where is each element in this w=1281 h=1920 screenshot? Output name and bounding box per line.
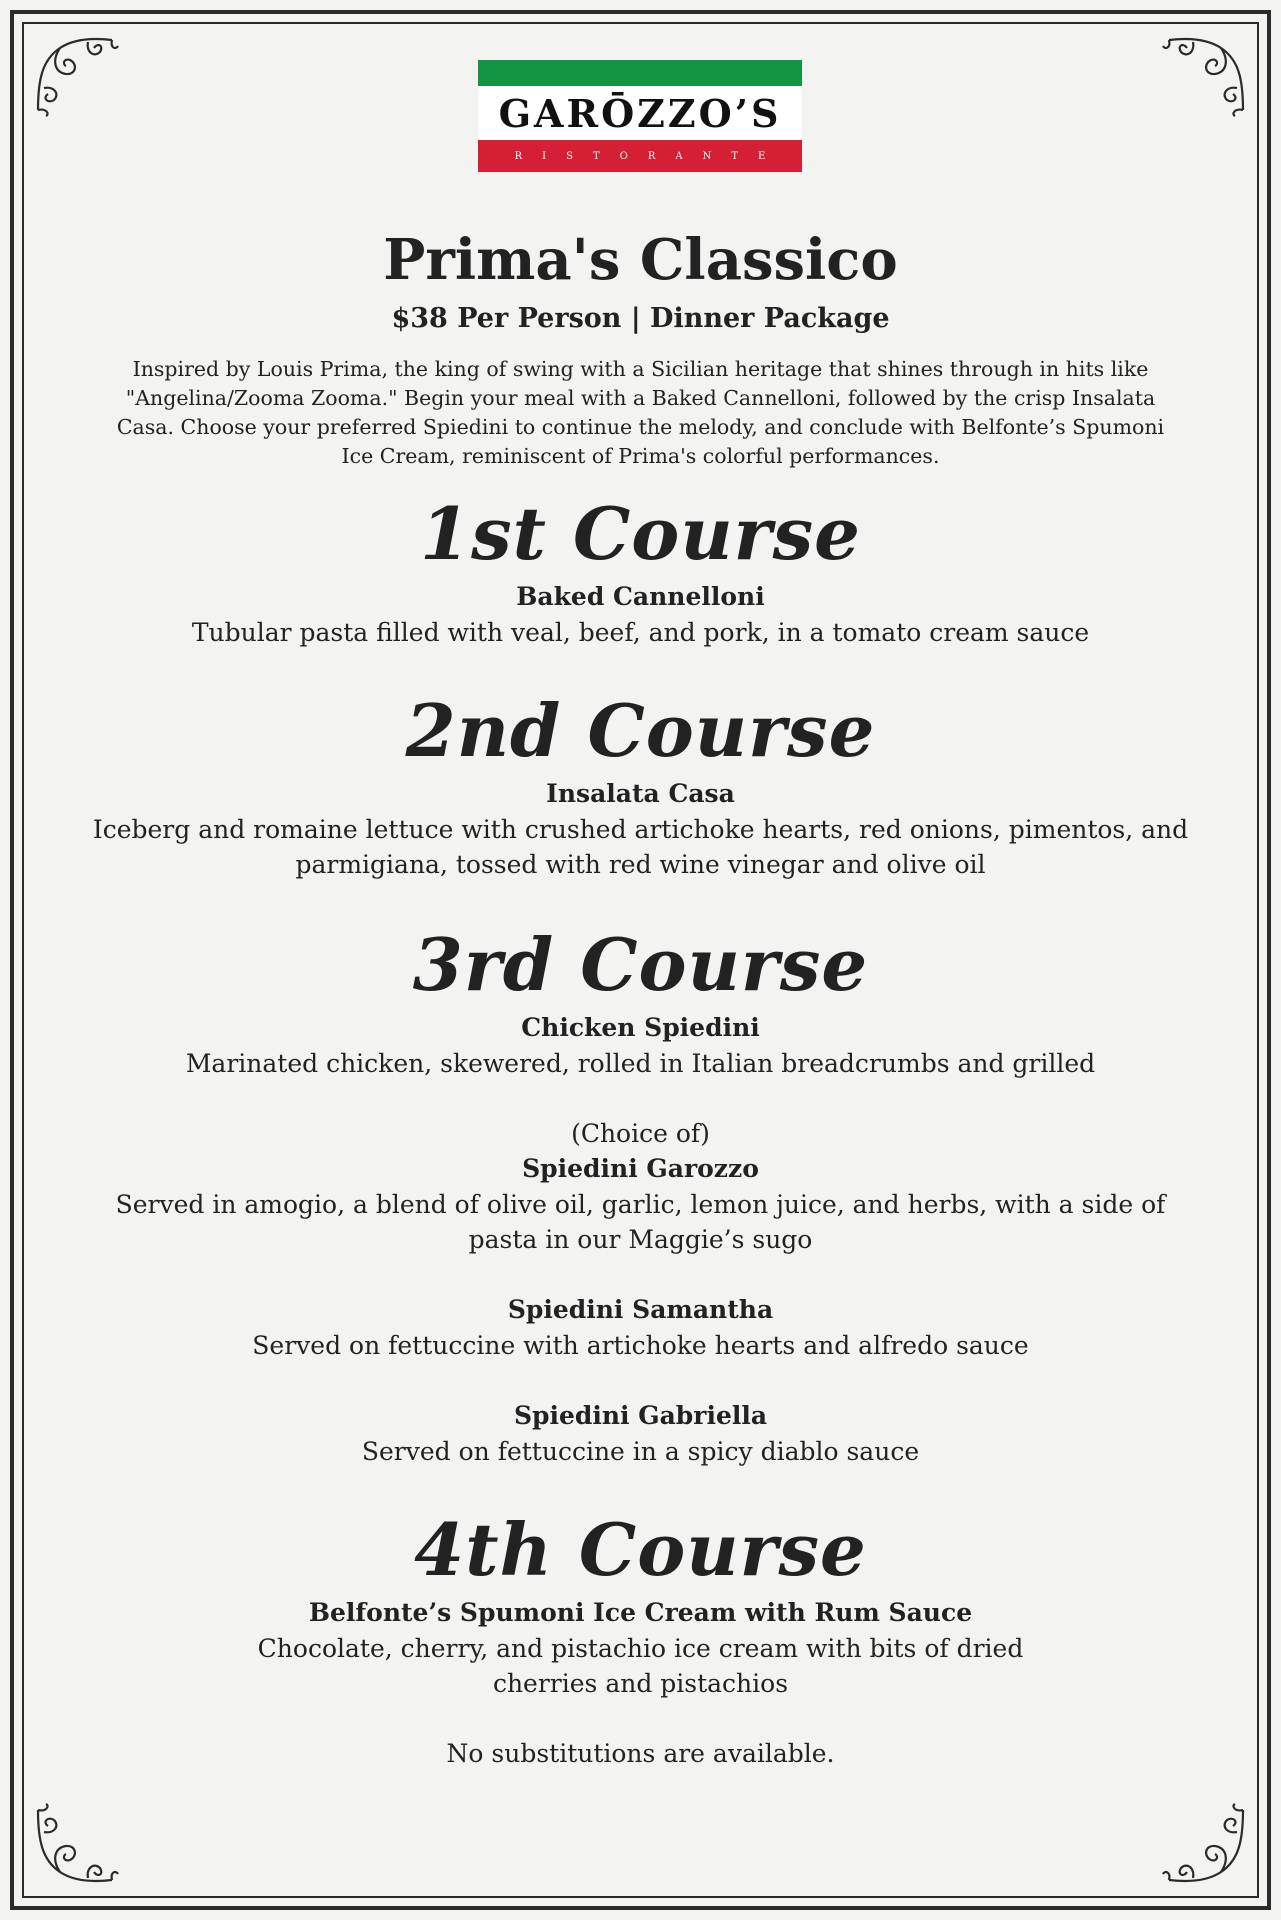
logo-tagline: RISTORANTE <box>478 140 802 172</box>
option-name: Spiedini Samantha <box>507 1295 774 1324</box>
course-heading: 3rd Course <box>412 922 869 1007</box>
option-description: Served on fettuccine with artichoke hearts and alfredo sauce <box>252 1331 1029 1360</box>
dish-description: Tubular pasta filled with veal, beef, and pork, in a tomato cream sauce <box>191 618 1090 647</box>
logo-name: GARŌZZO’S <box>498 90 782 136</box>
dish-description: Chocolate, cherry, and pistachio ice cream with bits of dried cherries and pistachios <box>257 1634 1024 1698</box>
course-section <box>90 1505 1191 1701</box>
option-description: Served on fettuccine in a spicy diablo sauce <box>361 1437 920 1466</box>
corner-ornament-icon <box>30 30 120 120</box>
intro-paragraph: Inspired by Louis Prima, the king of swing with a Sicilian heritage that shines through in hits like "Angelina/Zooma Zooma." Begin your meal with a Baked Cannelloni, followed by the crisp Insalata Casa. Choose your preferred Spiedini to continue the melody, and conclude with Belfonte’s Spumoni Ice Cream, reminiscent of Prima's colorful performances. <box>116 357 1165 468</box>
dish-description: Marinated chicken, skewered, rolled in Italian breadcrumbs and grilled <box>185 1049 1096 1078</box>
restaurant-logo <box>478 60 802 172</box>
menu-content <box>90 225 1191 1771</box>
course-section <box>90 920 1191 1469</box>
footer-note: No substitutions are available. <box>446 1739 835 1768</box>
dish-name: Baked Cannelloni <box>516 582 765 611</box>
choice-label: (Choice of) <box>571 1119 710 1148</box>
course-heading: 1st Course <box>420 491 861 576</box>
course-section <box>90 489 1191 650</box>
dish-name: Insalata Casa <box>546 779 735 808</box>
course-heading: 2nd Course <box>405 688 876 773</box>
corner-ornament-icon <box>1161 30 1251 120</box>
option-name: Spiedini Garozzo <box>522 1154 759 1183</box>
price-subtitle: $38 Per Person | Dinner Package <box>391 303 890 334</box>
page-title: Prima's Classico <box>383 227 898 293</box>
corner-ornament-icon <box>1161 1800 1251 1890</box>
dish-description: Iceberg and romaine lettuce with crushed artichoke hearts, red onions, pimentos, and parmigiana, tossed with red wine vinegar and olive oil <box>92 815 1189 879</box>
option-description: Served in amogio, a blend of olive oil, garlic, lemon juice, and herbs, with a side of pasta in our Maggie’s sugo <box>115 1190 1166 1254</box>
corner-ornament-icon <box>30 1800 120 1890</box>
logo-green-band <box>478 60 802 86</box>
course-heading: 4th Course <box>414 1507 867 1592</box>
course-section <box>90 686 1191 882</box>
dish-name: Belfonte’s Spumoni Ice Cream with Rum Sauce <box>308 1598 973 1627</box>
option-name: Spiedini Gabriella <box>513 1401 768 1430</box>
dish-name: Chicken Spiedini <box>521 1013 760 1042</box>
